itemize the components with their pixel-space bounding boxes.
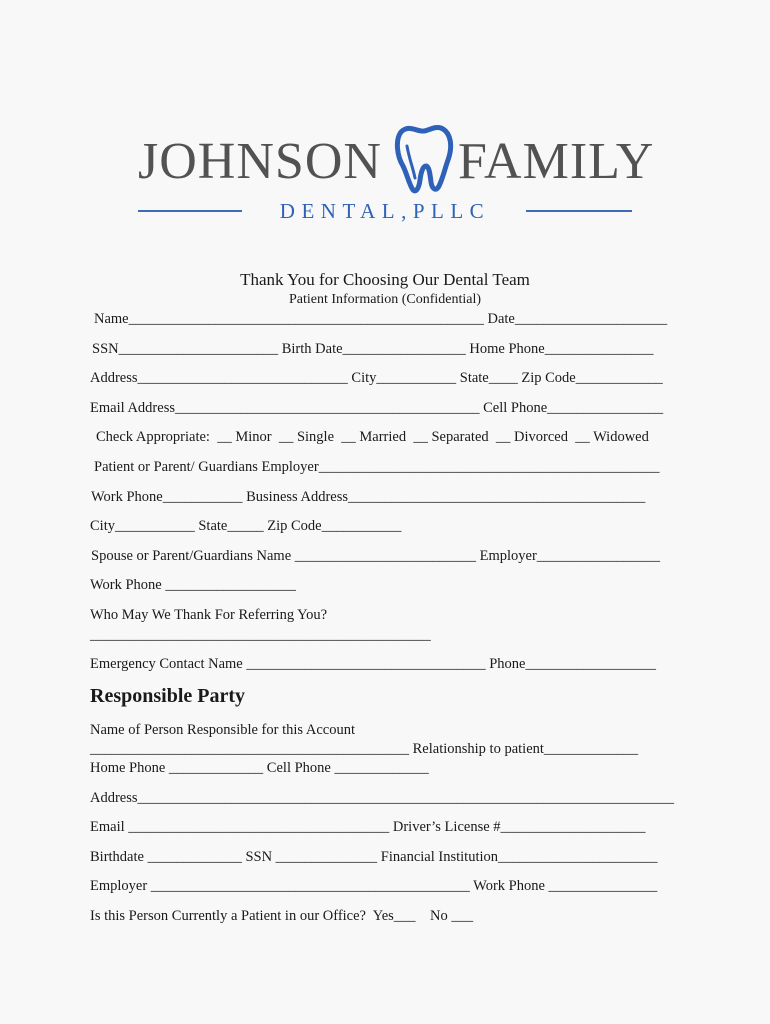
name-date-line[interactable]: Name_________________________________________________ Date_____________________: [94, 311, 668, 327]
spouse-employer-line[interactable]: Spouse or Parent/Guardians Name _________________________ Employer_________________: [91, 548, 661, 564]
email-cellphone-line[interactable]: Email Address__________________________________________ Cell Phone________________: [90, 400, 664, 416]
tooth-icon: [393, 122, 455, 194]
address-city-state-zip-line[interactable]: Address_____________________________ City___________ State____ Zip Code____________: [90, 370, 663, 386]
logo-tagline-bar: [138, 198, 632, 224]
responsible-address-line[interactable]: Address__________________________________________________________________________: [90, 790, 675, 806]
responsible-birthdate-ssn-bank-line[interactable]: Birthdate _____________ SSN ______________ Financial Institution______________________: [90, 849, 658, 865]
responsible-party-heading: Responsible Party: [90, 685, 245, 707]
referral-question: Who May We Thank For Referring You?: [90, 607, 328, 623]
current-patient-question[interactable]: Is this Person Currently a Patient in our Office? Yes___ No ___: [90, 908, 474, 924]
responsible-employer-workphone-line[interactable]: Employer ____________________________________________ Work Phone _______________: [90, 878, 658, 894]
logo-wordmark-left: JOHNSON: [138, 133, 382, 190]
guardian-employer-line[interactable]: Patient or Parent/ Guardians Employer_______________________________________________: [94, 459, 660, 475]
logo-wordmark-right: FAMILY: [458, 133, 655, 190]
logo-tagline: DENTAL,PLLC: [279, 199, 491, 223]
responsible-email-license-line[interactable]: Email ____________________________________ Driver’s License #____________________: [90, 819, 646, 835]
responsible-name-relationship-line[interactable]: ____________________________________________ Relationship to patient_____________: [90, 741, 639, 757]
marital-status-checkboxes[interactable]: Check Appropriate: __ Minor __ Single __ Married __ Separated __ Divorced __ Widowed: [96, 429, 649, 445]
ssn-birthdate-homephone-line[interactable]: SSN______________________ Birth Date_________________ Home Phone_______________: [92, 341, 654, 357]
spouse-workphone-line[interactable]: Work Phone __________________: [90, 577, 296, 593]
responsible-person-label: Name of Person Responsible for this Account: [90, 722, 355, 738]
form-title: Thank You for Choosing Our Dental Team: [240, 270, 530, 289]
emergency-contact-line[interactable]: Emergency Contact Name _________________________________ Phone__________________: [90, 656, 656, 672]
referral-answer-line[interactable]: _______________________________________________: [90, 627, 431, 643]
responsible-phones-line[interactable]: Home Phone _____________ Cell Phone _____________: [90, 760, 429, 776]
form-subtitle: Patient Information (Confidential): [288, 292, 482, 307]
workphone-business-address-line[interactable]: Work Phone___________ Business Address_________________________________________: [91, 489, 646, 505]
business-city-state-zip-line[interactable]: City___________ State_____ Zip Code___________: [90, 518, 402, 534]
